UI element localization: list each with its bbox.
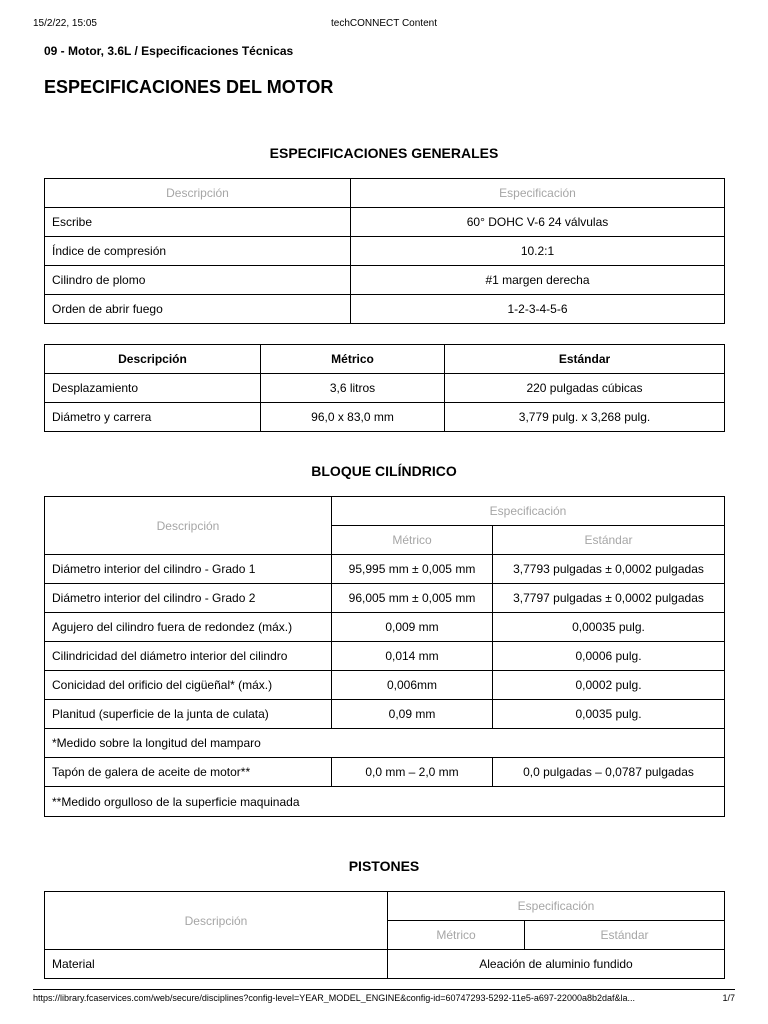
cell-spec: 10.2:1 (351, 237, 725, 266)
table-row (45, 584, 725, 613)
col-header-standard: Estándar (525, 921, 725, 950)
cell-description: Agujero del cilindro fuera de redondez (máx.) (45, 613, 332, 642)
table-row (45, 671, 725, 700)
col-header-spec: Especificación (351, 179, 725, 208)
print-header (33, 18, 735, 32)
table-row (45, 266, 725, 295)
cell-description: Cilindro de plomo (45, 266, 351, 295)
cell-standard: 3,779 pulg. x 3,268 pulg. (445, 403, 725, 432)
note-machined-surface: **Medido orgulloso de la superficie maquinada (45, 787, 725, 817)
col-header-description: Descripción (45, 497, 332, 555)
table-row (45, 613, 725, 642)
col-header-description: Descripción (45, 892, 388, 950)
col-header-standard: Estándar (445, 345, 725, 374)
print-title: techCONNECT Content (331, 18, 437, 29)
table-header-row (45, 345, 725, 374)
table-row (45, 950, 725, 979)
table-row (45, 758, 725, 787)
cell-standard: 0,00035 pulg. (493, 613, 725, 642)
table-row (45, 403, 725, 432)
table-row (45, 374, 725, 403)
cell-description: Material (45, 950, 388, 979)
cell-metric: 3,6 litros (261, 374, 445, 403)
col-header-spec: Especificación (332, 497, 725, 526)
cell-standard: 220 pulgadas cúbicas (445, 374, 725, 403)
section-title-block: BLOQUE CILÍNDRICO (311, 463, 457, 479)
cell-metric: 0,0 mm – 2,0 mm (332, 758, 493, 787)
cell-metric: 0,09 mm (332, 700, 493, 729)
breadcrumb: 09 - Motor, 3.6L / Especificaciones Técnicas (44, 44, 294, 58)
cell-spec: 1-2-3-4-5-6 (351, 295, 725, 324)
col-header-description: Descripción (45, 179, 351, 208)
table-header-row (45, 497, 725, 526)
cell-metric: 0,006mm (332, 671, 493, 700)
cell-description: Diámetro interior del cilindro - Grado 1 (45, 555, 332, 584)
cell-metric: 96,0 x 83,0 mm (261, 403, 445, 432)
table-header-row (45, 892, 725, 921)
print-url: https://library.fcaservices.com/web/secure/disciplines?config-level=YEAR_MODEL_ENGINE&config-id=60747293-5292-11e5-a697-22000a8b2daf&la... (33, 993, 635, 1003)
cell-description: Orden de abrir fuego (45, 295, 351, 324)
cell-description: Escribe (45, 208, 351, 237)
cell-description: Conicidad del orificio del cigüeñal* (máx.) (45, 671, 332, 700)
cell-metric: 0,014 mm (332, 642, 493, 671)
cell-description: Desplazamiento (45, 374, 261, 403)
col-header-description: Descripción (45, 345, 261, 374)
displacement-table (44, 344, 725, 432)
print-date: 15/2/22, 15:05 (33, 18, 97, 29)
cell-standard: 3,7793 pulgadas ± 0,0002 pulgadas (493, 555, 725, 584)
table-row (45, 642, 725, 671)
general-spec-table (44, 178, 725, 324)
cell-description: Índice de compresión (45, 237, 351, 266)
table-row (45, 208, 725, 237)
cell-description: Cilindricidad del diámetro interior del cilindro (45, 642, 332, 671)
cell-spec: #1 margen derecha (351, 266, 725, 295)
cylinder-block-table (44, 496, 725, 817)
cell-description: Tapón de galera de aceite de motor** (45, 758, 332, 787)
section-title-pistons: PISTONES (348, 858, 420, 874)
col-header-metric: Métrico (388, 921, 525, 950)
cell-spec: 60° DOHC V-6 24 válvulas (351, 208, 725, 237)
col-header-spec: Especificación (388, 892, 725, 921)
table-row (45, 555, 725, 584)
col-header-metric: Métrico (332, 526, 493, 555)
pistons-table (44, 891, 725, 979)
col-header-standard: Estándar (493, 526, 725, 555)
table-row (45, 295, 725, 324)
cell-standard: 0,0035 pulg. (493, 700, 725, 729)
cell-description: Diámetro y carrera (45, 403, 261, 432)
table-note-row (45, 787, 725, 817)
cell-standard: 0,0006 pulg. (493, 642, 725, 671)
print-footer (33, 989, 735, 1004)
cell-metric: 0,009 mm (332, 613, 493, 642)
cell-description: Planitud (superficie de la junta de culata) (45, 700, 332, 729)
cell-standard: 0,0002 pulg. (493, 671, 725, 700)
cell-standard: 3,7797 pulgadas ± 0,0002 pulgadas (493, 584, 725, 613)
cell-metric: 96,005 mm ± 0,005 mm (332, 584, 493, 613)
cell-description: Diámetro interior del cilindro - Grado 2 (45, 584, 332, 613)
cell-metric: 95,995 mm ± 0,005 mm (332, 555, 493, 584)
table-row (45, 700, 725, 729)
page-number: 1/7 (722, 993, 735, 1003)
cell-standard: 0,0 pulgadas – 0,0787 pulgadas (493, 758, 725, 787)
col-header-metric: Métrico (261, 345, 445, 374)
table-note-row (45, 729, 725, 758)
page-title: ESPECIFICACIONES DEL MOTOR (44, 77, 334, 97)
table-header-row (45, 179, 725, 208)
cell-spec: Aleación de aluminio fundido (388, 950, 725, 979)
note-bulkhead: *Medido sobre la longitud del mamparo (45, 729, 725, 758)
section-title-general: ESPECIFICACIONES GENERALES (269, 145, 499, 161)
table-row (45, 237, 725, 266)
